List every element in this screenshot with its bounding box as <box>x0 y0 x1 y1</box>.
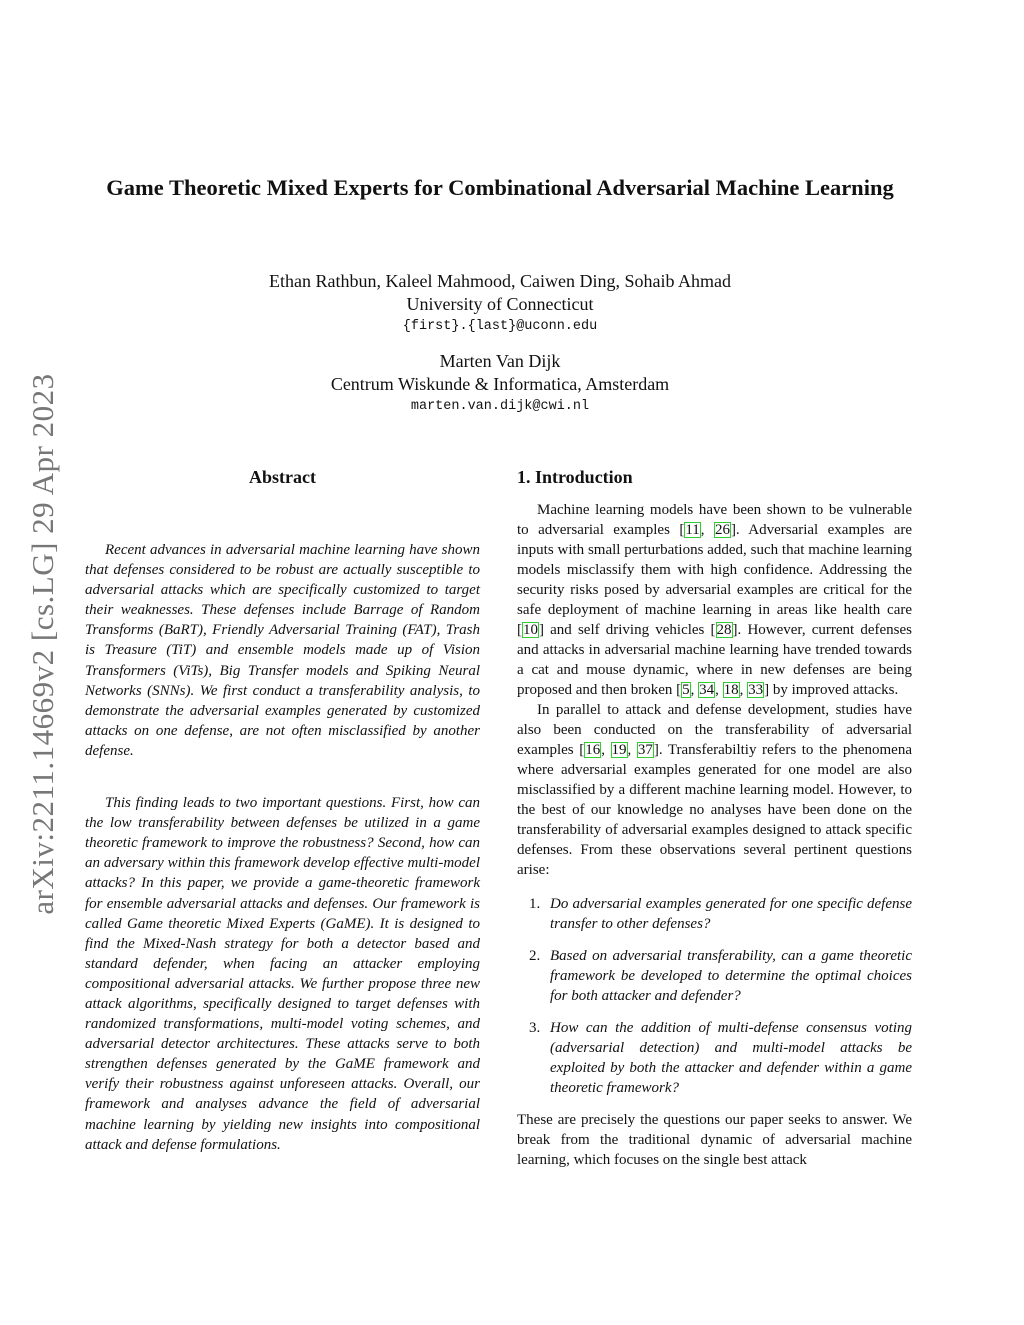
abstract-paragraph-1: Recent advances in adversarial machine learning have shown that defenses considered to be robust are actually susceptible to adversarial attacks which are specifically customized to target their weaknesses. These defenses include Barrage of Random Transforms (BaRT), Friendly Adversarial Training (FAT), Trash is Treasure (TiT) and ensemble models made up of Vision Transformers (ViTs), Big Transfer models and Spiking Neural Networks (SNNs). We first conduct a transferability analysis, to demonstrate the adversarial examples generated by customized attacks on one defense, are not often misclassified by another defense. <box>85 542 480 759</box>
author-affiliation-2: Centrum Wiskunde & Informatica, Amsterdam <box>330 374 670 394</box>
author-email: {first}.{last}@uconn.edu <box>402 319 598 334</box>
intro-paragraph-2: In parallel to attack and defense development, studies have also been conducted on the transferability of adversarial examples [16, 19, 37]. Transferabiltiy refers to the phenomena where adversarial examples generated for one model are also misclassified by a different machine learning model. However, to the best of our knowledge no analyses have been done on the transferability of adversarial examples designed to attack specific defenses. From these observations several pertinent questions arise: <box>517 702 912 878</box>
citation-link[interactable]: 18 <box>723 682 739 698</box>
abstract-heading: Abstract <box>249 467 316 487</box>
intro-paragraph-3: These are precisely the questions our paper seeks to answer. We break from the traditional dynamic of adversarial machine learning, which focuses on the single best attack <box>517 1112 912 1168</box>
list-item: 2. Based on adversarial transferability, can a game theoretic framework be developed to determine the optimal choices for both attacker and defender? <box>529 948 912 1004</box>
introduction-body <box>517 500 912 1170</box>
citation-link[interactable]: 5 <box>682 682 690 698</box>
author-block-1 <box>100 270 900 338</box>
list-item: 1. Do adversarial examples generated for one specific defense transfer to other defenses? <box>529 896 912 932</box>
citation-link[interactable]: 16 <box>585 742 601 758</box>
citation-link[interactable]: 33 <box>748 682 764 698</box>
author-names: Ethan Rathbun, Kaleel Mahmood, Caiwen Ding, Sohaib Ahmad <box>269 271 731 291</box>
author-names-2: Marten Van Dijk <box>439 351 561 371</box>
citation-link[interactable]: 37 <box>637 742 653 758</box>
abstract-paragraph-2: This finding leads to two important questions. First, how can the low transferability between defenses be utilized in a game theoretic framework to improve the robustness? Second, how can an adversary within this framework develop effective multi-model attacks? In this paper, we provide a game-theoretic framework for ensemble adversarial attacks and defenses. Our framework is called Game theoretic Mixed Experts (GaME). It is designed to find the Mixed-Nash strategy for both a detector based and standard defender, when facing an attacker employing compositional adversarial attacks. We further propose three new attack algorithms, specifically designed to target defenses with randomized transformations, multi-model voting schemes, and adversarial detector architectures. These attacks serve to both strengthen defenses generated by the GaME framework and verify their robustness against unforeseen attacks. Overall, our framework and analyses advance the field of adversarial machine learning by yielding new insights into compositional attack and defense formulations. <box>85 795 480 1153</box>
list-item: 3. How can the addition of multi-defense consensus voting (adversarial detection) and multi-model attacks be exploited by both the attacker and defender within a game theoretic framework? <box>529 1020 912 1096</box>
arxiv-stamp: arXiv:2211.14669v2 [cs.LG] 29 Apr 2023 <box>25 373 60 915</box>
paper-title: Game Theoretic Mixed Experts for Combinational Adversarial Machine Learning <box>106 175 894 200</box>
author-email-2: marten.van.dijk@cwi.nl <box>410 399 590 414</box>
citation-link[interactable]: 28 <box>716 622 732 638</box>
citation-link[interactable]: 34 <box>699 682 715 698</box>
question-list <box>517 894 912 1098</box>
citation-link[interactable]: 11 <box>685 522 700 538</box>
author-affiliation: University of Connecticut <box>406 294 594 314</box>
citation-link[interactable]: 19 <box>611 742 627 758</box>
citation-link[interactable]: 26 <box>714 522 730 538</box>
intro-paragraph-1: Machine learning models have been shown to be vulnerable to adversarial examples [11, 26]. Adversarial examples are inputs with small perturbations added, such that machine learning models misclassify them with high confidence. Addressing the security risks posed by adversarial examples are critical for the safe deployment of machine learning in areas like health care [10] and self driving vehicles [28]. However, current defenses and attacks in adversarial machine learning have trended towards a cat and mouse dynamic, where in new defenses are being proposed and then broken [5, 34, 18, 33] by improved attacks. <box>517 502 912 698</box>
citation-link[interactable]: 10 <box>523 622 538 638</box>
introduction-heading: 1. Introduction <box>517 467 633 487</box>
abstract-body <box>85 540 480 1155</box>
author-block-2 <box>100 350 900 418</box>
